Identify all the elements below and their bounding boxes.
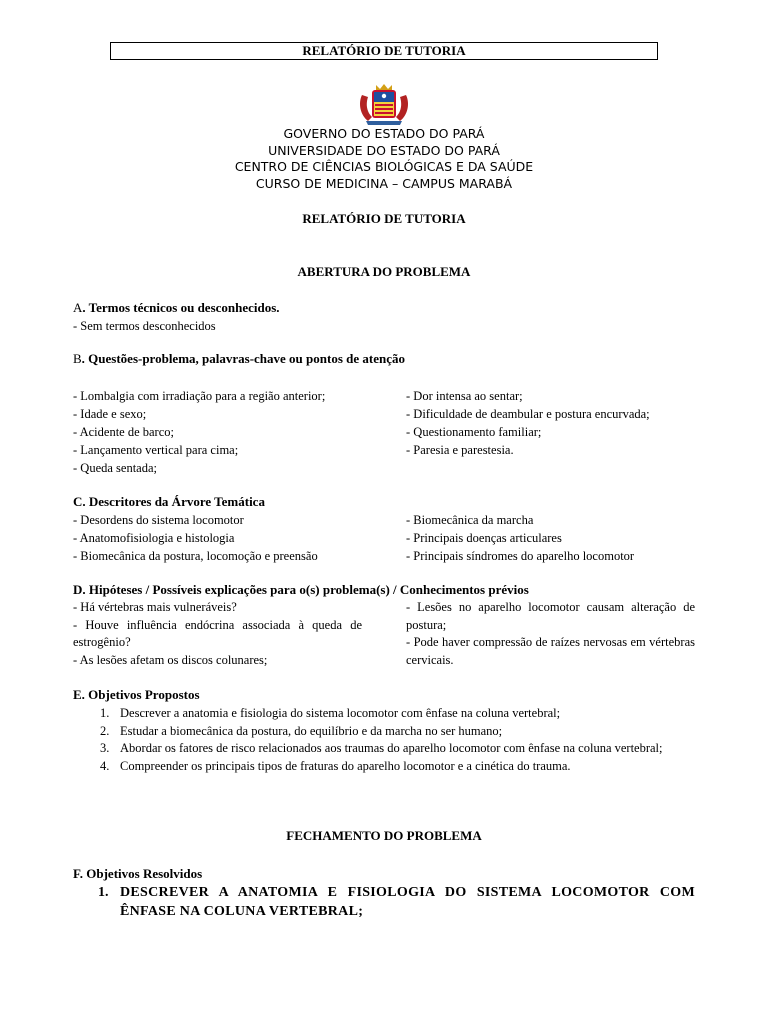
institution-line: GOVERNO DO ESTADO DO PARÁ [283, 126, 485, 141]
list-item: - Lombalgia com irradiação para a região anterior; [73, 389, 326, 403]
institution-line: CENTRO DE CIÊNCIAS BIOLÓGICAS E DA SAÚDE [234, 159, 534, 174]
section-b-letter: B [73, 351, 82, 366]
list-item: - Principais doenças articulares [406, 531, 562, 545]
list-item: - Dor intensa ao sentar; [406, 389, 523, 403]
list-item: 3. Abordar os fatores de risco relacionados aos traumas do aparelho locomotor com ênfase na coluna vertebral; [100, 741, 663, 755]
list-item: - Idade e sexo; [73, 407, 147, 421]
opening-heading: ABERTURA DO PROBLEMA [297, 264, 471, 279]
section-f-item: 1. DESCREVER A ANATOMIA E FISIOLOGIA DO SISTEMA LOCOMOTOR COM ÊNFASE NA COLUNA VERTEBRAL; [98, 885, 695, 919]
closing-heading: FECHAMENTO DO PROBLEMA [286, 828, 482, 843]
section-d-right-list [406, 599, 695, 669]
list-item: - Desordens do sistema locomotor [73, 513, 244, 527]
section-d-title: D. Hipóteses / Possíveis explicações para o(s) problema(s) / Conhecimentos prévios [73, 582, 529, 597]
section-e-title: E. Objetivos Propostos [73, 687, 200, 702]
list-item: - Lançamento vertical para cima; [73, 443, 239, 457]
list-item: - Há vértebras mais vulneráveis? [73, 600, 237, 614]
list-item: 4. Compreender os principais tipos de fraturas do aparelho locomotor e a cinética do trauma. [100, 758, 571, 773]
document-title: RELATÓRIO DE TUTORIA [302, 211, 466, 226]
section-a-title: A. Termos técnicos ou desconhecidos. [73, 300, 280, 315]
section-f-title: F. Objetivos Resolvidos [73, 866, 203, 881]
list-item: - Biomecânica da postura, locomoção e preensão [73, 549, 318, 563]
section-c-title: C. Descritores da Árvore Temática [73, 494, 265, 509]
list-item: - Acidente de barco; [73, 425, 174, 439]
header-box: RELATÓRIO DE TUTORIA [110, 42, 658, 60]
list-item: - Questionamento familiar; [406, 425, 542, 439]
list-item: - Anatomofisiologia e histologia [73, 531, 235, 545]
section-d-left-list [73, 599, 362, 669]
list-item: - Houve influência endócrina associada à queda de estrogênio? [73, 617, 362, 649]
list-item: - Paresia e parestesia. [406, 443, 514, 457]
institution-line: UNIVERSIDADE DO ESTADO DO PARÁ [268, 142, 500, 158]
list-item: - Biomecânica da marcha [406, 513, 534, 527]
list-item: - As lesões afetam os discos colunares; [73, 652, 268, 667]
section-a-item: - Sem termos desconhecidos [73, 319, 216, 333]
list-item: - Pode haver compressão de raízes nervosas em vértebras cervicais. [406, 635, 695, 667]
list-item: 2. Estudar a biomecânica da postura, do equilíbrio e da marcha no ser humano; [100, 723, 503, 738]
list-item: - Principais síndromes do aparelho locomotor [406, 549, 635, 563]
state-coat-of-arms-logo [358, 81, 410, 125]
list-item: - Lesões no aparelho locomotor causam alteração de postura; [406, 600, 695, 632]
list-item: - Dificuldade de deambular e postura encurvada; [406, 407, 650, 421]
section-e-list [73, 705, 695, 775]
institution-line: CURSO DE MEDICINA – CAMPUS MARABÁ [255, 175, 513, 191]
section-c-right-list [406, 511, 634, 565]
section-b-title: B. Questões-problema, palavras-chave ou pontos de atenção [73, 351, 405, 366]
section-b-right-list [406, 387, 650, 459]
section-b-left-list [73, 387, 325, 477]
section-a-letter: A [73, 300, 83, 315]
list-item: 1. Descrever a anatomia e fisiologia do sistema locomotor com ênfase na coluna vertebral; [100, 706, 561, 720]
institution-block [0, 126, 768, 192]
list-item: - Queda sentada; [73, 461, 157, 475]
section-c-left-list [73, 511, 318, 565]
